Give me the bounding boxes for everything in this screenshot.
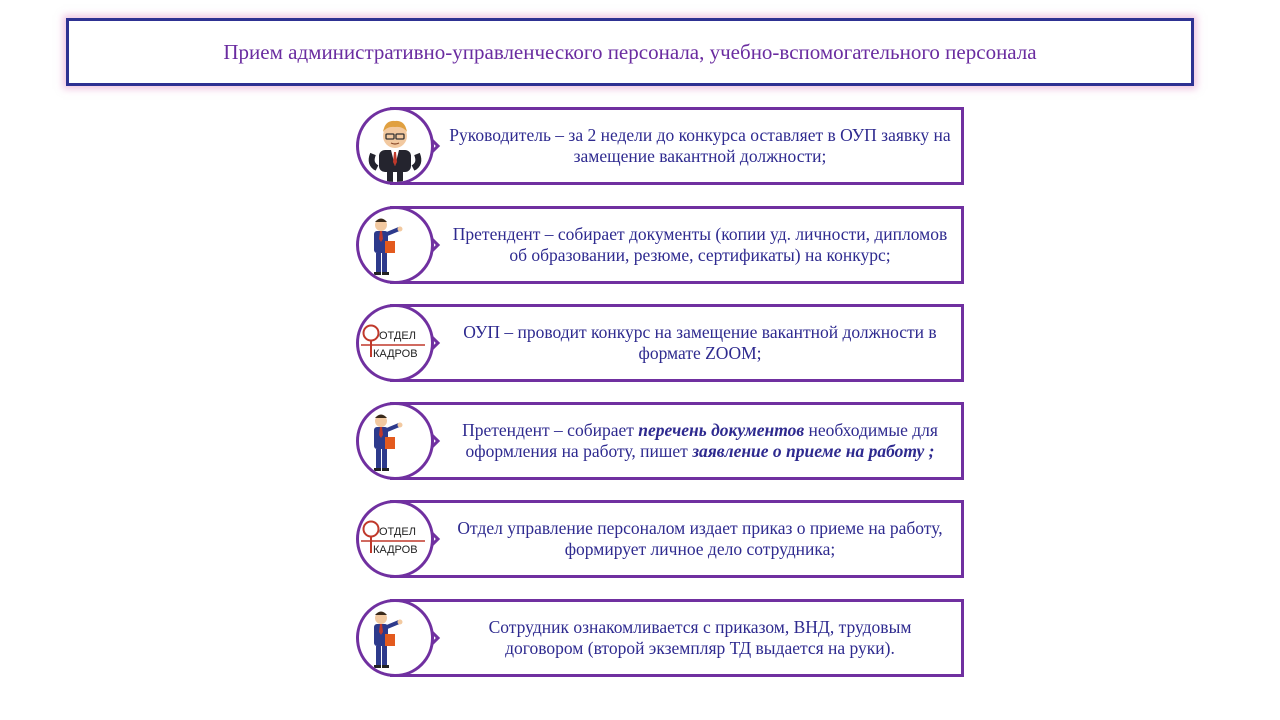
page-title: Прием административно-управленческого персонала, учебно-вспомогательного персонала bbox=[223, 39, 1037, 64]
step-icon-circle bbox=[356, 599, 434, 677]
text-part: необходимые для оформления на работу, пишет bbox=[465, 420, 938, 461]
step-text: Претендент – собирает документы (копии уд. личности, дипломов об образовании, резюме, сертификаты) на конкурс; bbox=[452, 224, 948, 265]
hr-department-logo bbox=[359, 307, 431, 379]
applicant-icon bbox=[359, 405, 431, 477]
step-text: Сотрудник ознакомливается с приказом, ВНД, трудовым договором (второй экземпляр ТД выдается на руки). bbox=[488, 617, 912, 658]
step-text: Руководитель – за 2 недели до конкурса оставляет в ОУП заявку на замещение вакантной должности; bbox=[449, 125, 951, 166]
applicant-icon bbox=[359, 602, 431, 674]
step-icon-circle bbox=[356, 304, 434, 382]
step-text: Отдел управление персоналом издает приказ о приеме на работу, формирует личное дело сотрудника; bbox=[457, 518, 943, 559]
title-box bbox=[66, 18, 1194, 86]
step-icon-circle bbox=[356, 107, 434, 185]
step-3 bbox=[356, 304, 964, 382]
text-part: Претендент – собирает bbox=[462, 420, 639, 440]
step-text: ОУП – проводит конкурс на замещение вакантной должности в формате ZOOM; bbox=[463, 322, 937, 363]
emphasis-application: заявление о приеме на работу ; bbox=[692, 441, 935, 461]
hr-department-logo bbox=[359, 503, 431, 575]
step-icon-circle bbox=[356, 206, 434, 284]
step-icon-circle bbox=[356, 402, 434, 480]
step-5 bbox=[356, 500, 964, 578]
logo-line-2: КАДРОВ bbox=[373, 544, 418, 556]
step-icon-circle bbox=[356, 500, 434, 578]
step-1 bbox=[356, 107, 964, 185]
logo-line-1: ОТДЕЛ bbox=[379, 330, 416, 342]
step-2 bbox=[356, 206, 964, 284]
manager-icon bbox=[359, 110, 431, 182]
step-text bbox=[448, 405, 952, 477]
logo-line-2: КАДРОВ bbox=[373, 348, 418, 360]
step-4 bbox=[356, 402, 964, 480]
step-6 bbox=[356, 599, 964, 677]
logo-line-1: ОТДЕЛ bbox=[379, 526, 416, 538]
applicant-icon bbox=[359, 209, 431, 281]
emphasis-document-list: перечень документов bbox=[638, 420, 805, 440]
